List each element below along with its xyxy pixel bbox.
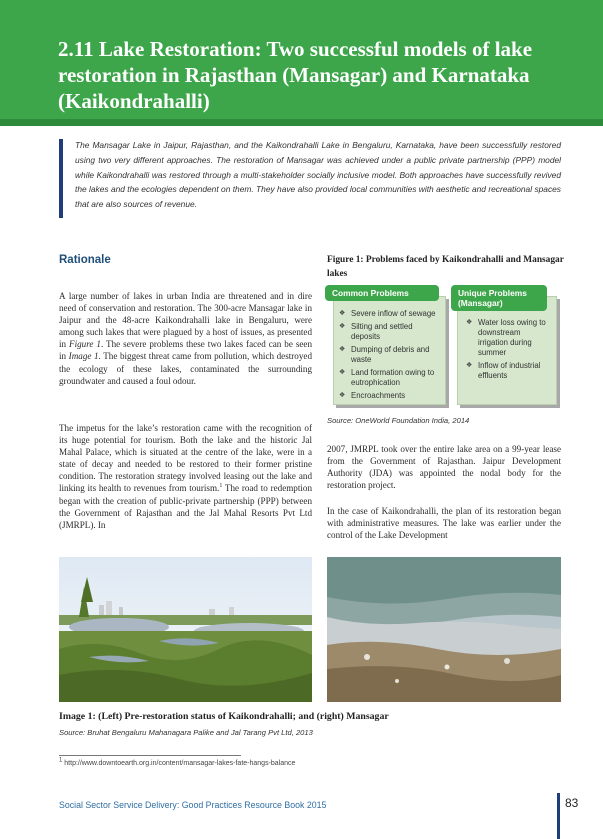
footnote-number: 1 [59,757,63,764]
footer-divider [557,793,560,839]
page-number: 83 [565,796,579,810]
common-problems-box [333,296,446,405]
intro-text: The Mansagar Lake in Jaipur, Rajasthan, and the Kaikondrahalli Lake in Bengaluru, Karnataka, have been successfully restored using two very different approaches. The restoration of Mansagar was achieved under a public private partnership (PPP) model while Kaikondrahalli was restored through a multi-stakeholder socially inclusive model. Both approaches have successfully revived the lakes and the ecologies dependent on them. They have also provided local communities with aesthetic and recreational spaces that are also sources of revenue. [75,140,561,210]
kaikondrahalli-lake-image [59,557,312,702]
common-problem-item: ❖ Dumping of debris and waste [337,345,441,365]
common-problems-tab: Common Problems [325,285,439,301]
footer-book-title: Social Sector Service Delivery: Good Practices Resource Book 2015 [59,800,327,810]
para2-text-b: The road to redemption began with the creation of public-private partnership (PPP) between the Government of Rajasthan and the Jal Mahal Resorts Pvt Ltd (JMRPL). In [59,483,312,530]
figure-source: Source: OneWorld Foundation India, 2014 [327,416,470,425]
unique-problem-item: ❖ Water loss owing to downstream irrigation during summer [464,318,552,358]
footnote-marker: 1 [219,483,223,490]
footnote-divider [59,755,241,756]
common-problems-list [334,297,445,401]
title-banner [0,0,603,126]
figure-caption: Figure 1: Problems faced by Kaikondrahalli and Mansagar lakes [327,255,564,279]
footnote [59,757,296,767]
mansagar-lake-image [327,557,561,702]
unique-problems-box [457,296,557,405]
footnote-link-text: http://www.downtoearth.org.in/content/mansagar-lakes-fate-hangs-balance [62,760,296,767]
image-source: Source: Bruhat Bengaluru Mahanagara Palike and Jal Tarang Pvt Ltd, 2013 [59,728,313,737]
image-caption: Image 1: (Left) Pre-restoration status of Kaikondrahalli; and (right) Mansagar [59,711,389,722]
section-heading-rationale: Rationale [59,254,111,266]
mansagar-photo [327,557,561,702]
paragraph-rationale-1 [59,290,312,387]
unique-problem-item: ❖ Inflow of industrial effluents [464,361,552,381]
paragraph-right-2: In the case of Kaikondrahalli, the plan of its restoration began with administrative measures. The lake was earlier under the control of the Lake Development [327,506,561,541]
intro-accent-bar [59,139,63,218]
common-problem-item: ❖ Land formation owing to eutrophication [337,368,441,388]
kaikondrahalli-photo [59,557,312,702]
paragraph-right-1: 2007, JMRPL took over the entire lake area on a 99-year lease from the Government of Rajasthan. Jaipur Development Authority (JDA) was appointed the nodal body for the restoration project. [327,444,561,491]
unique-problems-tab: Unique Problems (Mansagar) [451,285,547,311]
para1-text-c: . The biggest threat came from pollution, which destroyed the ecology of these lakes, contaminated the surrounding groundwater and caused a foul odour. [59,351,312,386]
common-problem-item: ❖ Severe inflow of sewage [337,309,441,319]
para1-text-b: . The severe problems these two lakes faced can be seen in [59,339,313,362]
para2-text-a: The impetus for the lake’s restoration came with the recognition of its huge potential for tourism. Both the lake and the historic Jal Mahal Palace, which is situated at the centre of the lake, were in a state of decay and needed to be restored to their former pristine condition. The restoration strategy involved leasing out the lake and linking its health to revenues from tourism. [59,423,312,494]
paragraph-rationale-2 [59,422,312,531]
common-problem-item: ❖ Encroachments [337,391,441,401]
image-1-reference: Image 1 [68,351,99,362]
page-title: 2.11 Lake Restoration: Two successful models of lake restoration in Rajasthan (Mansagar) and Karnataka (Kaikondrahalli) [58,37,533,113]
common-problem-item: ❖ Silting and settled deposits [337,322,441,342]
figure-1-reference: Figure 1 [69,339,101,350]
para1-text-a: A large number of lakes in urban India are threatened and in dire need of conservation and restoration. The 300-acre Mansagar lake in Jaipur and the 48-acre Kaikondrahalli lake in Bengaluru, were among such lakes that were plagued by a host of issues, as presented in [59,291,312,350]
